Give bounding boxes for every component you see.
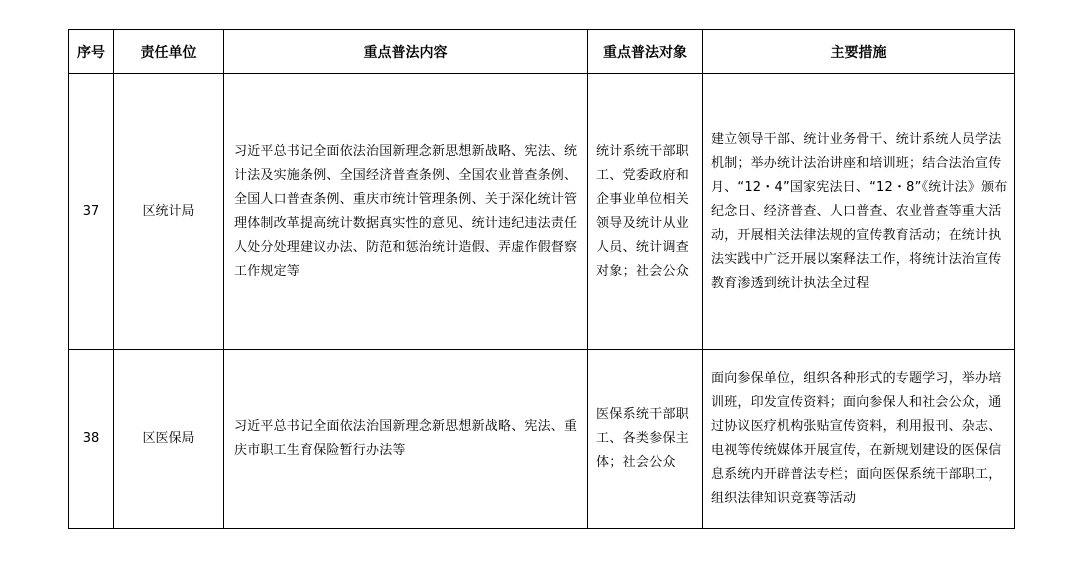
row-measures: 建立领导干部、统计业务骨干、统计系统人员学法机制；举办统计法治讲座和培训班；结合法治宣传月、“12・4”国家宪法日、“12・8”《统计法》颁布纪念日、经济普查、人口普查、农业普查等重大活动，开展相关法律法规的宣传教育活动；在统计执法实践中广泛开展以案释法工作，将统计法治宣传教育渗透到统计执法全过程 [703, 74, 1015, 350]
row-content: 习近平总书记全面依法治国新理念新思想新战略、宪法、重庆市职工生育保险暂行办法等 [224, 350, 588, 529]
row-measures: 面向参保单位，组织各种形式的专题学习，举办培训班，印发宣传资料；面向参保人和社会公众，通过协议医疗机构张贴宣传资料，利用报刊、杂志、电视等传统媒体开展宣传，在新规划建设的医保信息系统内开辟普法专栏；面向医保系统干部职工，组织法律知识竞赛等活动 [703, 350, 1015, 529]
law-popularization-table [68, 29, 1015, 529]
table-row [69, 74, 1015, 350]
table-row [69, 350, 1015, 529]
header-measures: 主要措施 [703, 30, 1015, 74]
row-seq: 38 [69, 350, 114, 529]
row-seq: 37 [69, 74, 114, 350]
header-content: 重点普法内容 [224, 30, 588, 74]
row-unit: 区统计局 [114, 74, 224, 350]
row-content: 习近平总书记全面依法治国新理念新思想新战略、宪法、统计法及实施条例、全国经济普查条例、全国农业普查条例、全国人口普查条例、重庆市统计管理条例、关于深化统计管理体制改革提高统计数据真实性的意见、统计违纪违法责任人处分处理建议办法、防范和惩治统计造假、弄虚作假督察工作规定等 [224, 74, 588, 350]
table-header-row [69, 30, 1015, 74]
header-target: 重点普法对象 [588, 30, 703, 74]
header-unit: 责任单位 [114, 30, 224, 74]
row-target: 医保系统干部职工、各类参保主体；社会公众 [588, 350, 703, 529]
row-target: 统计系统干部职工、党委政府和企事业单位相关领导及统计从业人员、统计调查对象；社会公众 [588, 74, 703, 350]
header-seq: 序号 [69, 30, 114, 74]
row-unit: 区医保局 [114, 350, 224, 529]
